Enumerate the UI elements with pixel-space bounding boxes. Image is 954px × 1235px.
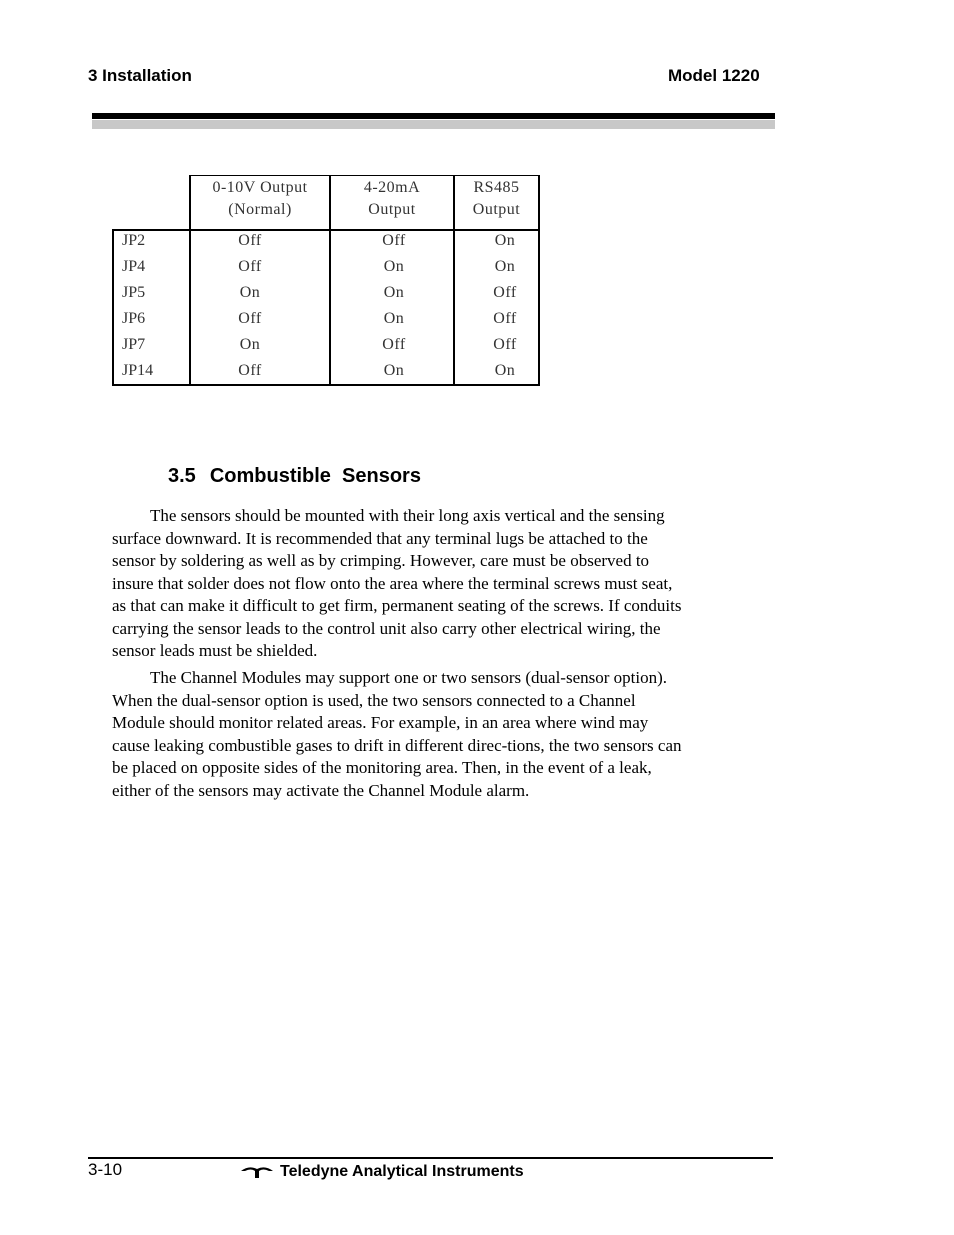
body-paragraph: The sensors should be mounted with their long axis vertical and the sensing surface downward. It is recommended that any terminal lugs be attached to the sensor by soldering as well as by crimping. However, care must be observed to insure that solder does not flow onto the area where the terminal screws must seat, as that can make it difficult to get firm, permanent seating of the screws. If conduits carrying the sensor leads to the control unit also carry other electrical wiring, the sensor leads must be shielded. [112, 506, 682, 660]
table-right-border [538, 175, 540, 386]
footer-brand [240, 1163, 524, 1181]
table-bottom-border [112, 384, 540, 386]
table-cell: On [494, 362, 516, 379]
column-header-0-10v [191, 179, 329, 219]
running-header-section: 3 Installation [88, 66, 192, 85]
table-cell: Off [382, 336, 406, 353]
table-cell: On [383, 284, 405, 301]
column-header-line: (Normal) [228, 201, 292, 218]
row-label: JP5 [122, 284, 146, 301]
column-header-line: Output [472, 201, 521, 218]
row-label: JP2 [122, 232, 146, 249]
header-rule-shadow [92, 120, 775, 129]
section-heading [168, 465, 421, 488]
row-label: JP4 [122, 258, 146, 275]
table-left-border [112, 229, 114, 386]
table-cell: On [494, 232, 516, 249]
brand-name: Teledyne Analytical Instruments [280, 1163, 524, 1180]
table-cell: On [239, 284, 261, 301]
running-header-model: Model 1220 [668, 66, 760, 85]
table-cell: Off [493, 284, 517, 301]
section-number: 3.5 [168, 465, 196, 487]
row-label: JP7 [122, 336, 146, 353]
table-cell: Off [238, 362, 262, 379]
column-header-line: Output [368, 201, 416, 218]
table-cell: Off [238, 310, 262, 327]
table-cell: Off [238, 258, 262, 275]
footer-rule [88, 1157, 773, 1159]
teledyne-logo-icon [240, 1165, 274, 1179]
table-header-divider [112, 229, 540, 231]
table-cell: Off [493, 310, 517, 327]
table-cell: Off [382, 232, 406, 249]
table-top-border [190, 175, 540, 176]
row-label: JP14 [122, 362, 154, 379]
header-rule [92, 113, 775, 119]
section-title: Combustible Sensors [209, 465, 421, 487]
table-cell: On [494, 258, 516, 275]
column-header-4-20ma [331, 179, 453, 219]
table-cell: On [383, 310, 405, 327]
column-header-line: 0-10V Output [212, 179, 308, 196]
body-paragraph: The Channel Modules may support one or two sensors (dual-sensor option). When the dual-sensor option is used, the two sensors connected to a Channel Module should monitor related areas. For example, in an area where wind may cause leaking combustible gases to drift in different direc-tions, the two sensors can be placed on opposite sides of the monitoring area. Then, in the event of a leak, either of the sensors may activate the Channel Module alarm. [112, 668, 682, 800]
table-cell: On [383, 258, 405, 275]
table-cell: Off [493, 336, 517, 353]
table-cell: On [383, 362, 405, 379]
column-header-line: 4-20mA [363, 179, 421, 196]
table-cell: Off [238, 232, 262, 249]
row-label: JP6 [122, 310, 146, 327]
column-header-line: RS485 [473, 179, 520, 196]
table-cell: On [239, 336, 261, 353]
column-header-rs485 [455, 179, 538, 219]
page-number: 3-10 [88, 1160, 123, 1179]
